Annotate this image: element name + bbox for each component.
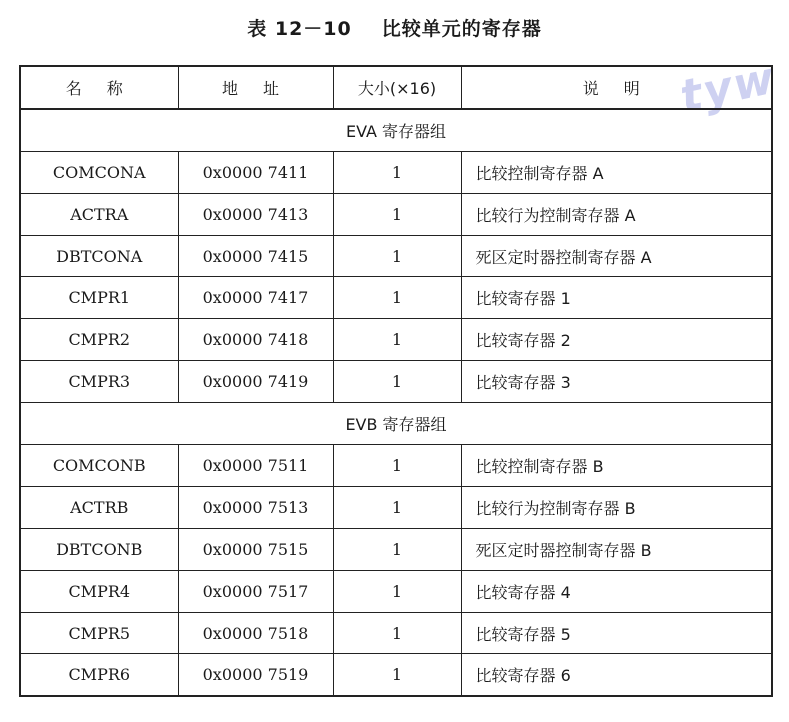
register-table (19, 65, 773, 697)
table-caption (0, 14, 789, 41)
register-size-cell: 1 (333, 319, 461, 361)
register-name-cell: CMPR5 (20, 612, 178, 654)
register-description-cell: 比较寄存器 4 (461, 570, 772, 612)
register-size-cell: 1 (333, 486, 461, 528)
register-address-cell: 0x0000 7413 (178, 193, 333, 235)
register-address-cell: 0x0000 7511 (178, 445, 333, 487)
register-description-cell: 比较寄存器 1 (461, 277, 772, 319)
register-address-cell: 0x0000 7517 (178, 570, 333, 612)
register-name-cell: CMPR3 (20, 361, 178, 403)
register-address-cell: 0x0000 7518 (178, 612, 333, 654)
register-description-cell: 比较寄存器 2 (461, 319, 772, 361)
register-address-cell: 0x0000 7519 (178, 654, 333, 696)
register-description-cell: 比较行为控制寄存器 A (461, 193, 772, 235)
header-name: 名 称 (20, 66, 178, 109)
register-size-cell: 1 (333, 570, 461, 612)
register-description-cell: 比较寄存器 3 (461, 361, 772, 403)
watermark-logo: tyw (675, 52, 781, 123)
register-size-cell: 1 (333, 235, 461, 277)
table-row (20, 235, 772, 277)
register-description-cell: 死区定时器控制寄存器 A (461, 235, 772, 277)
register-description-cell: 比较控制寄存器 A (461, 151, 772, 193)
register-name-cell: ACTRB (20, 486, 178, 528)
table-row (20, 612, 772, 654)
register-name-cell: ACTRA (20, 193, 178, 235)
group-header-row (20, 109, 772, 151)
register-name-cell: CMPR6 (20, 654, 178, 696)
header-address: 地 址 (178, 66, 333, 109)
register-address-cell: 0x0000 7417 (178, 277, 333, 319)
register-size-cell: 1 (333, 445, 461, 487)
register-name-cell: DBTCONB (20, 528, 178, 570)
register-size-cell: 1 (333, 193, 461, 235)
table-number: 表 12－10 (247, 18, 352, 40)
register-address-cell: 0x0000 7415 (178, 235, 333, 277)
register-address-cell: 0x0000 7515 (178, 528, 333, 570)
group-header-row (20, 403, 772, 445)
register-size-cell: 1 (333, 612, 461, 654)
table-row (20, 654, 772, 696)
table-title: 比较单元的寄存器 (381, 18, 542, 40)
table-row (20, 528, 772, 570)
table-body (20, 109, 772, 696)
header-description: 说 明 (461, 66, 772, 109)
table-row (20, 486, 772, 528)
register-size-cell: 1 (333, 654, 461, 696)
header-row (20, 66, 772, 109)
register-description-cell: 比较寄存器 6 (461, 654, 772, 696)
register-size-cell: 1 (333, 151, 461, 193)
header-size: 大小(×16) (333, 66, 461, 109)
register-name-cell: CMPR1 (20, 277, 178, 319)
register-name-cell: CMPR4 (20, 570, 178, 612)
register-address-cell: 0x0000 7418 (178, 319, 333, 361)
register-address-cell: 0x0000 7513 (178, 486, 333, 528)
register-size-cell: 1 (333, 277, 461, 319)
register-size-cell: 1 (333, 361, 461, 403)
group-label: EVA 寄存器组 (20, 109, 772, 151)
register-size-cell: 1 (333, 528, 461, 570)
register-description-cell: 比较行为控制寄存器 B (461, 486, 772, 528)
register-description-cell: 比较控制寄存器 B (461, 445, 772, 487)
register-name-cell: CMPR2 (20, 319, 178, 361)
register-address-cell: 0x0000 7411 (178, 151, 333, 193)
group-label: EVB 寄存器组 (20, 403, 772, 445)
table-row (20, 445, 772, 487)
table-row (20, 151, 772, 193)
table-row (20, 361, 772, 403)
table-row (20, 570, 772, 612)
table-row (20, 193, 772, 235)
table-row (20, 319, 772, 361)
table-row (20, 277, 772, 319)
register-name-cell: DBTCONA (20, 235, 178, 277)
register-address-cell: 0x0000 7419 (178, 361, 333, 403)
register-description-cell: 死区定时器控制寄存器 B (461, 528, 772, 570)
register-name-cell: COMCONB (20, 445, 178, 487)
register-description-cell: 比较寄存器 5 (461, 612, 772, 654)
register-name-cell: COMCONA (20, 151, 178, 193)
